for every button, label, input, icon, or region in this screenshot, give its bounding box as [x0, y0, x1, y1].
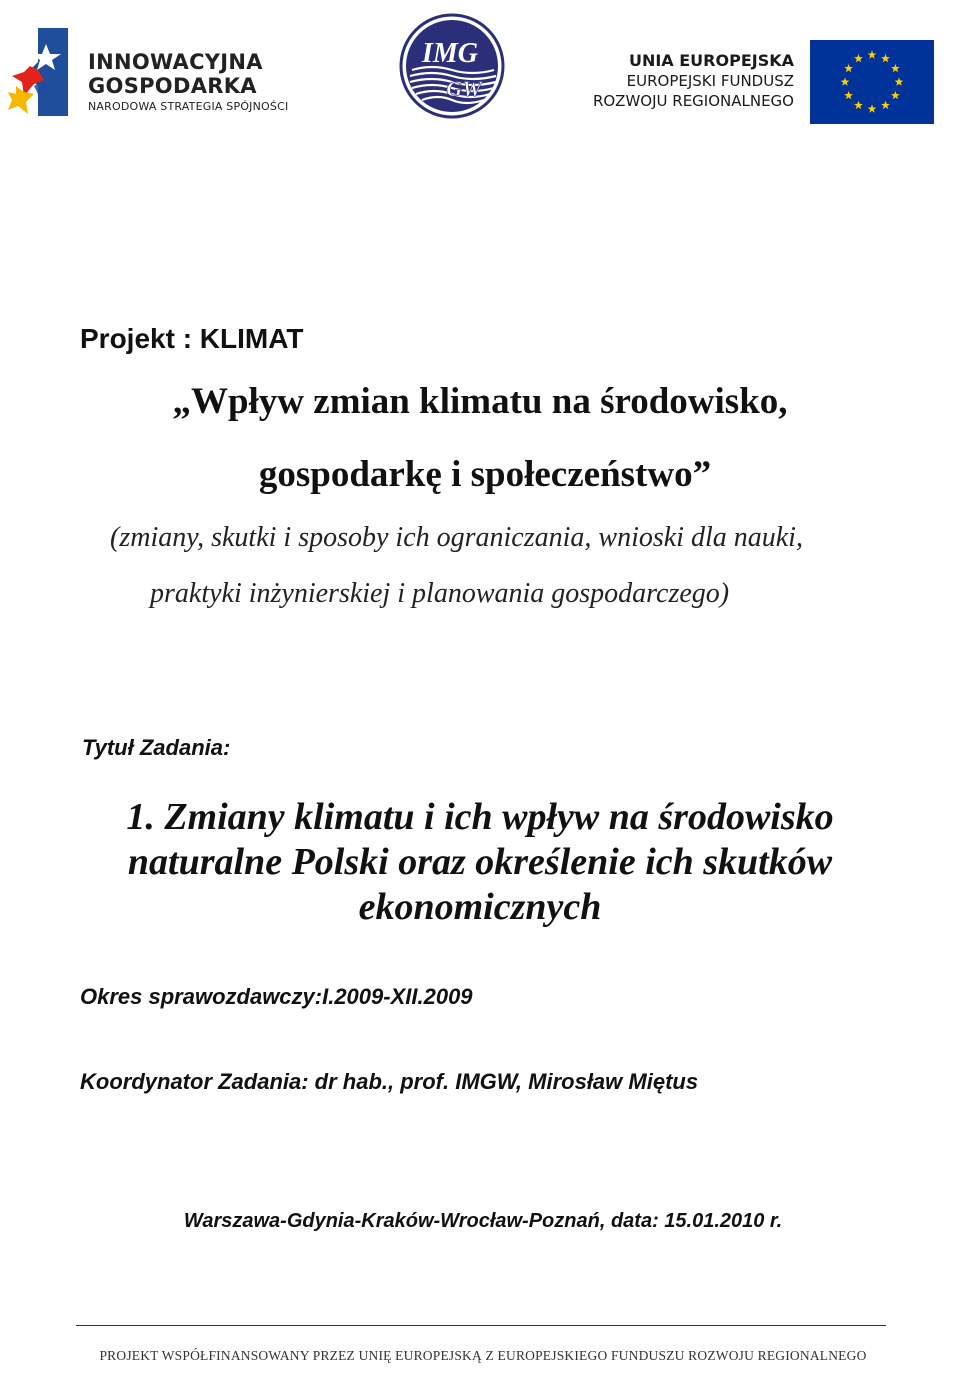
eu-line3: ROZWOJU REGIONALNEGO [592, 92, 794, 110]
footer-divider [76, 1325, 886, 1326]
innowacyjna-line1: INNOWACYJNA [88, 50, 263, 74]
task-title-line2: naturalne Polski oraz określenie ich skutków [127, 841, 833, 883]
innowacyjna-gospodarka-logo [8, 24, 308, 124]
project-title-line2: gospodarkę i społeczeństwo” [258, 454, 712, 495]
task-title-line1: 1. Zmiany klimatu i ich wpływ na środowisko [126, 796, 834, 838]
innowacyjna-gospodarka-star-icon [8, 24, 70, 120]
gospodarka-line2: GOSPODARKA [88, 74, 257, 98]
eu-line1: UNIA EUROPEJSKA [628, 51, 794, 70]
task-title-line3: ekonomicznych [358, 886, 602, 928]
project-label: Projekt : KLIMAT [80, 323, 304, 354]
strategia-line3: NARODOWA STRATEGIA SPÓJNOŚCI [88, 100, 289, 113]
project-subtitle-line2: praktyki inżynierskiej i planowania gospodarczego) [150, 578, 730, 609]
task-label: Tytuł Zadania: [82, 735, 231, 760]
eu-line2: EUROPEJSKI FUNDUSZ [626, 72, 794, 90]
task-coordinator: Koordynator Zadania: dr hab., prof. IMGW, Mirosław Miętus [80, 1069, 699, 1094]
eu-funding-text [593, 50, 794, 111]
project-subtitle-line1: (zmiany, skutki i sposoby ich ograniczania, wnioski dla nauki, [110, 522, 803, 553]
imgw-logo-text-bottom: GW [446, 76, 482, 101]
project-title-line1: „Wpływ zmian klimatu na środowisko, [172, 381, 788, 422]
imgw-logo-icon [398, 12, 506, 120]
imgw-logo-text-top: IMG [421, 38, 479, 69]
place-and-date: Warszawa-Gdynia-Kraków-Wrocław-Poznań, data: 15.01.2010 r. [183, 1210, 783, 1232]
reporting-period: Okres sprawozdawczy:I.2009-XII.2009 [80, 984, 473, 1009]
eu-flag-icon [810, 40, 934, 124]
footer-cofinancing-note: PROJEKT WSPÓŁFINANSOWANY PRZEZ UNIĘ EUROPEJSKĄ Z EUROPEJSKIEGO FUNDUSZU ROZWOJU REGIONALNEGO [99, 1348, 867, 1363]
